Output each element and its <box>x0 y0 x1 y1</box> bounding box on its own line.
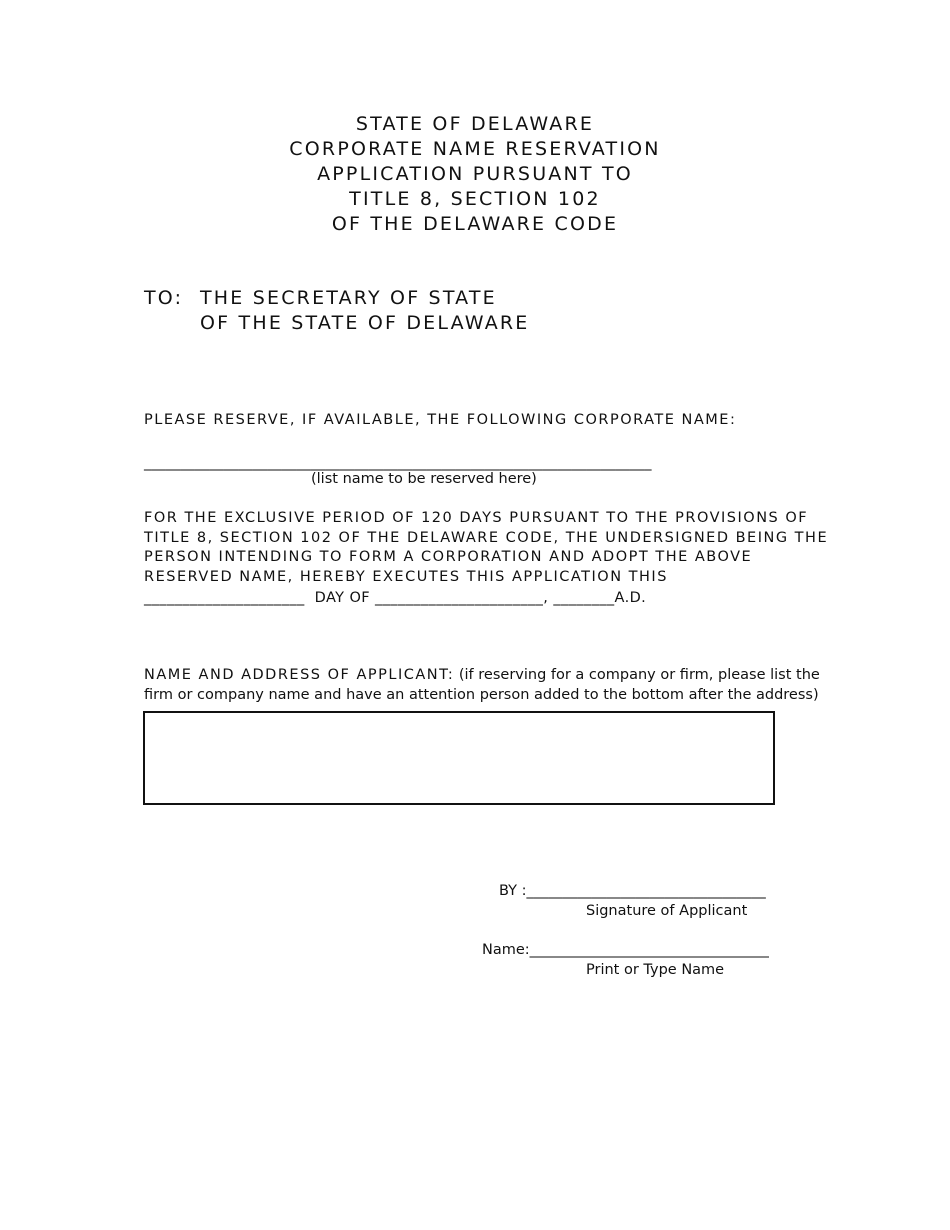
corporate-name-field[interactable]: ______________________________________________________________________ <box>144 455 652 471</box>
period-line-2: TITLE 8, SECTION 102 OF THE DELAWARE CODE, THE UNDERSIGNED BEING THE <box>144 530 829 546</box>
applicant-address-box[interactable] <box>143 711 775 805</box>
recipient-line-2: OF THE STATE OF DELAWARE <box>200 312 530 334</box>
reserve-instruction: PLEASE RESERVE, IF AVAILABLE, THE FOLLOWING CORPORATE NAME: <box>144 412 737 428</box>
signature-line[interactable]: BY :_________________________________ <box>499 883 766 899</box>
form-title-line-2: CORPORATE NAME RESERVATION <box>289 138 661 160</box>
period-line-1: FOR THE EXCLUSIVE PERIOD OF 120 DAYS PURSUANT TO THE PROVISIONS OF <box>144 510 809 526</box>
recipient-line-1: THE SECRETARY OF STATE <box>200 287 497 309</box>
signature-caption: Signature of Applicant <box>586 903 748 919</box>
applicant-note-2: firm or company name and have an attention person added to the bottom after the address) <box>144 687 819 703</box>
form-title-line-1: STATE OF DELAWARE <box>355 113 595 135</box>
to-label: TO: <box>144 287 184 309</box>
date-fields-line[interactable]: _____________________ DAY OF ______________________, ________A.D. <box>144 590 647 606</box>
print-name-caption: Print or Type Name <box>586 962 725 978</box>
form-title-line-5: OF THE DELAWARE CODE <box>331 213 619 235</box>
applicant-note-1: (if reserving for a company or firm, please list the <box>454 667 820 683</box>
period-line-4: RESERVED NAME, HEREBY EXECUTES THIS APPLICATION THIS <box>144 569 668 585</box>
applicant-label: NAME AND ADDRESS OF APPLICANT: <box>144 667 455 683</box>
form-title-line-4: TITLE 8, SECTION 102 <box>349 188 601 210</box>
period-line-3: PERSON INTENDING TO FORM A CORPORATION AND ADOPT THE ABOVE <box>144 549 753 565</box>
print-name-line[interactable]: Name:_________________________________ <box>482 942 769 958</box>
corporate-name-caption: (list name to be reserved here) <box>311 471 537 487</box>
applicant-heading <box>144 667 820 683</box>
form-title-line-3: APPLICATION PURSUANT TO <box>317 163 633 185</box>
